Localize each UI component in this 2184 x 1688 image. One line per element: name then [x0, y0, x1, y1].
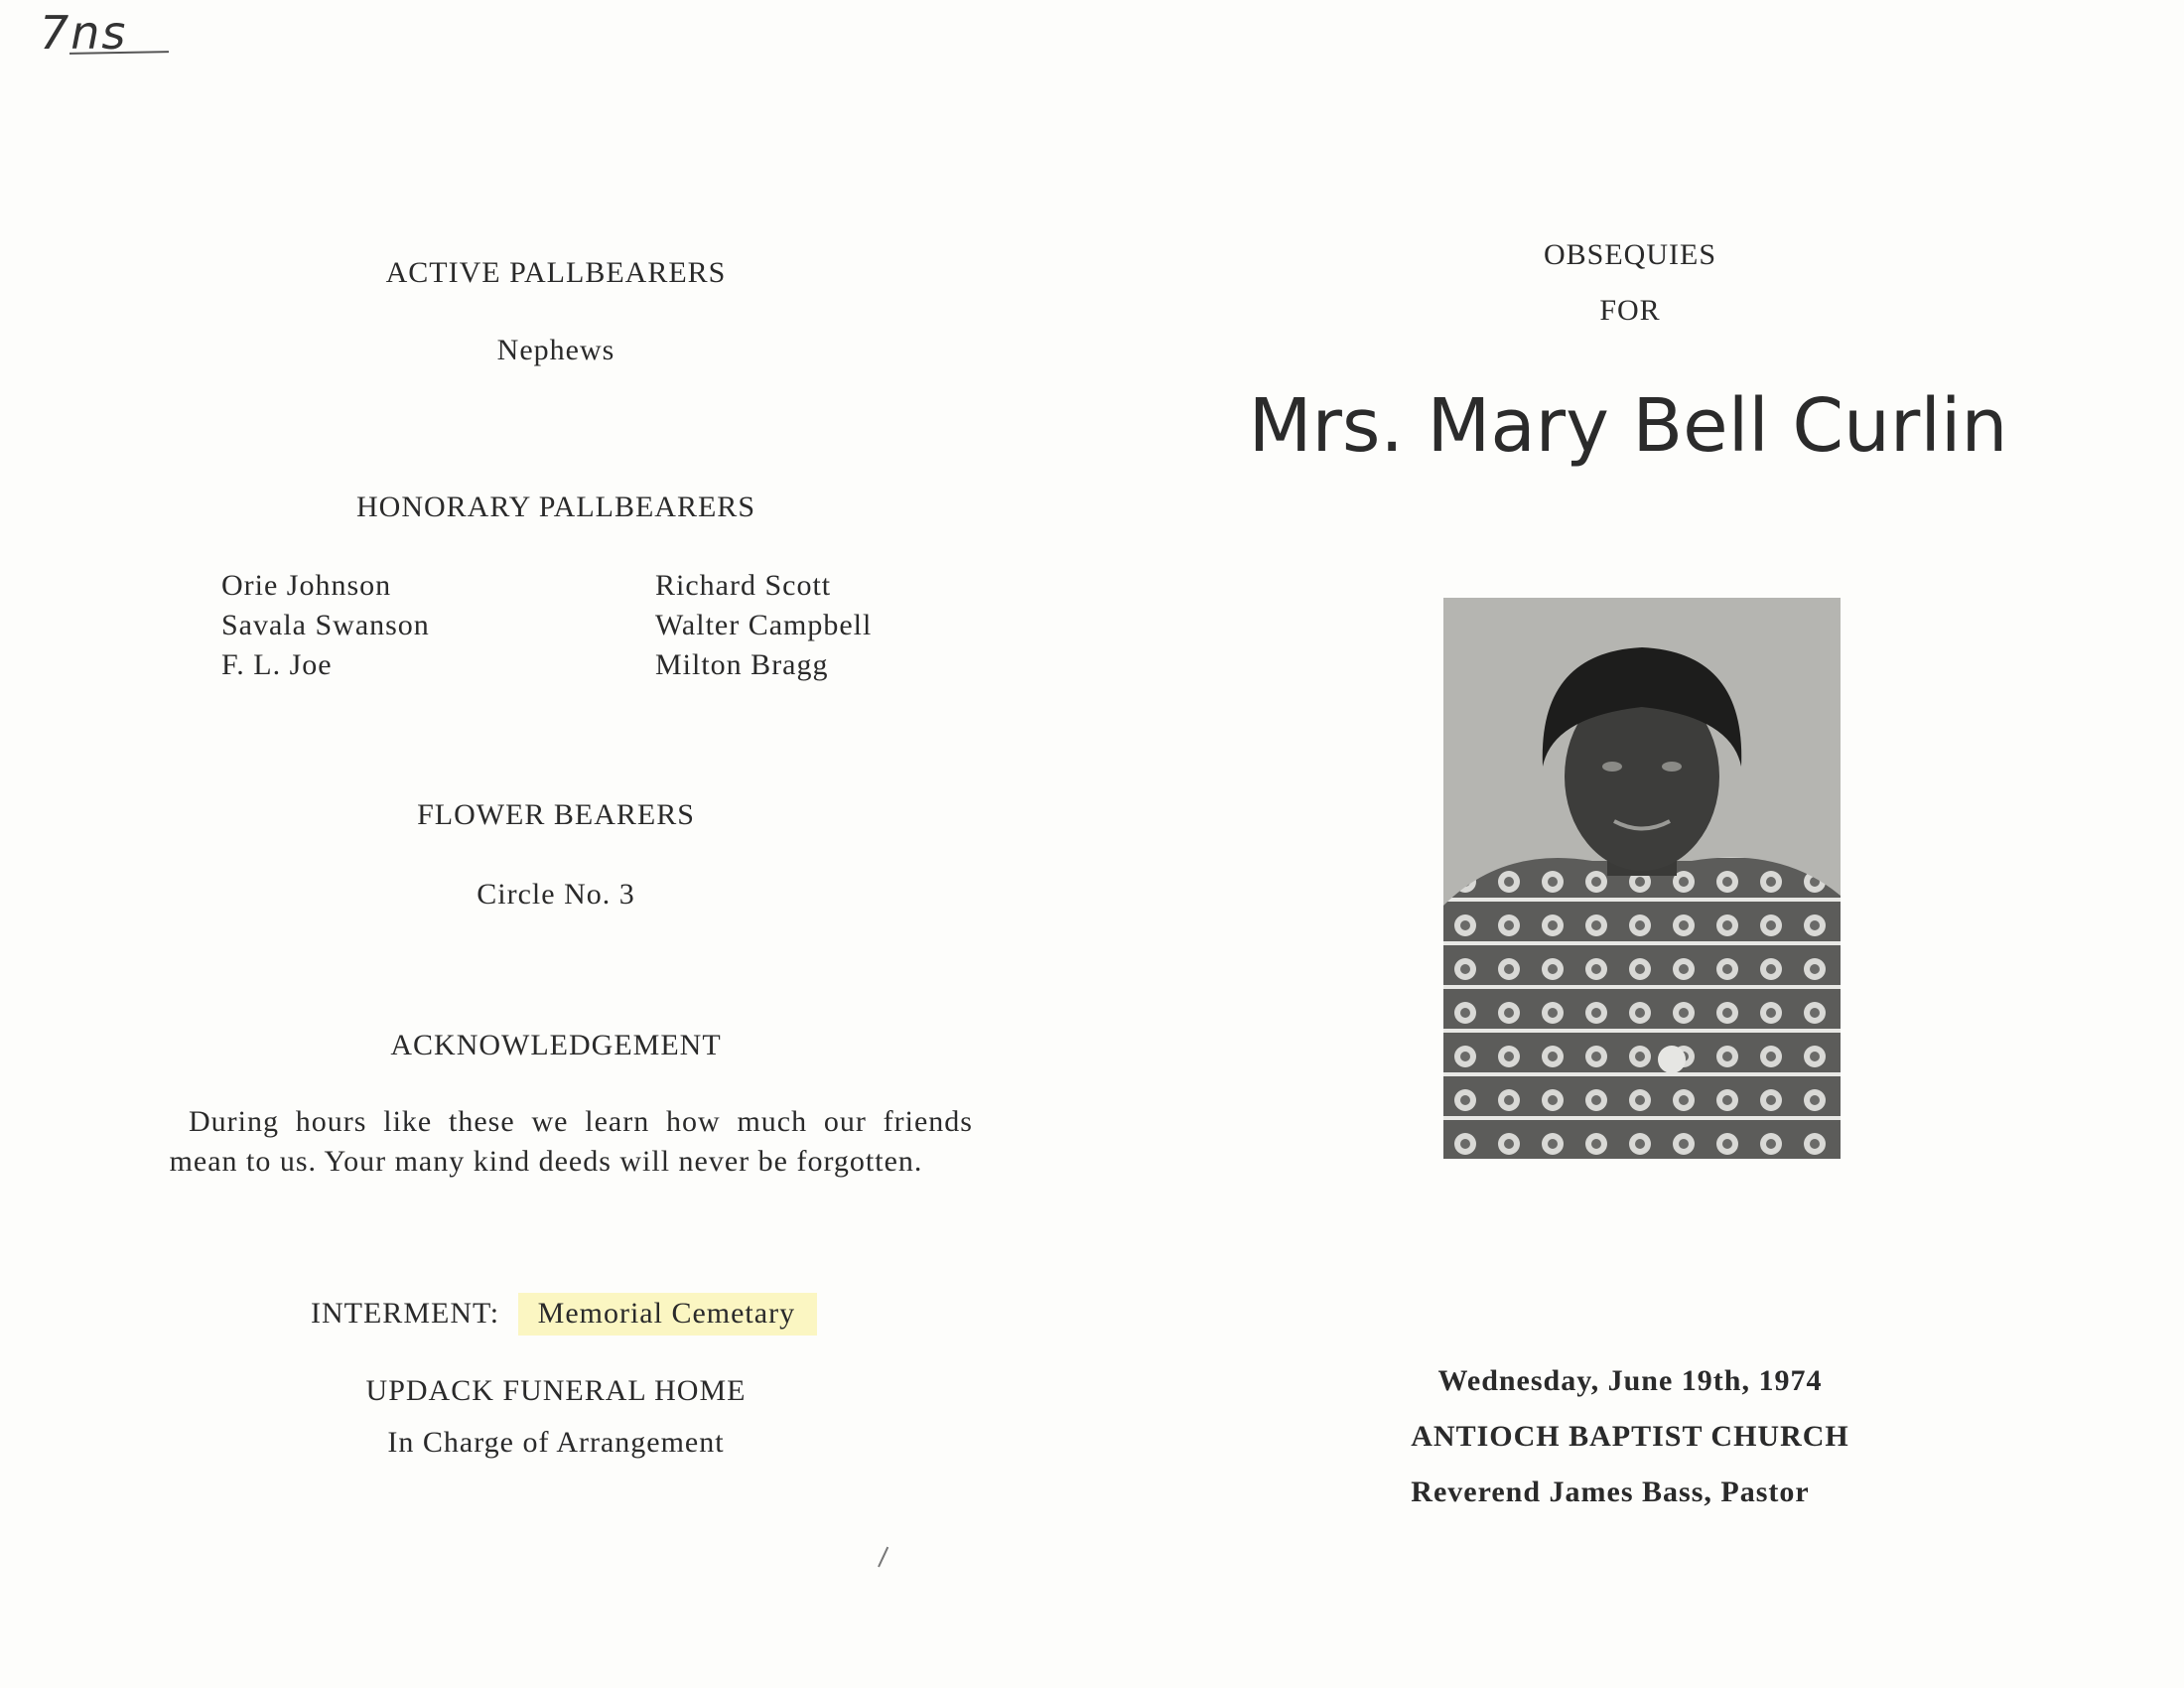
honorary-pallbearers-heading: HONORARY PALLBEARERS: [355, 491, 756, 523]
funeral-home-name: UPDACK FUNERAL HOME: [365, 1374, 747, 1407]
interment-label: INTERMENT:: [311, 1297, 500, 1330]
pallbearer-name: Savala Swanson: [221, 609, 430, 641]
for-heading: FOR: [1599, 294, 1661, 327]
funeral-home-subtitle: In Charge of Arrangement: [387, 1426, 725, 1459]
obsequies-heading: OBSEQUIES: [1543, 238, 1716, 271]
flower-bearers-heading: FLOWER BEARERS: [417, 798, 695, 831]
interment-line: [311, 1297, 817, 1331]
handwritten-note: 7ns: [40, 6, 128, 60]
pallbearer-name: Orie Johnson: [221, 569, 392, 602]
interment-value-highlighted: Memorial Cemetary: [518, 1293, 817, 1336]
pallbearer-name: Richard Scott: [655, 569, 832, 602]
pallbearer-name: Walter Campbell: [655, 609, 873, 641]
active-pallbearers-heading: ACTIVE PALLBEARERS: [385, 256, 727, 289]
pastor-name: Reverend James Bass, Pastor: [1411, 1476, 1810, 1508]
flower-bearers-text: Circle No. 3: [477, 878, 635, 911]
honorary-names-right-column: [655, 566, 872, 685]
pen-mark: [878, 1547, 901, 1574]
service-date: Wednesday, June 19th, 1974: [1437, 1364, 1823, 1397]
honorary-names-left-column: [221, 566, 430, 685]
acknowledgement-text: During hours like these we learn how much our friends mean to us. Your many kind deeds will never be forgotten.: [169, 1105, 973, 1178]
active-pallbearers-text: Nephews: [496, 334, 615, 366]
pallbearer-name: Milton Bragg: [655, 648, 829, 681]
portrait-photo: [1443, 598, 1841, 1159]
pallbearer-name: F. L. Joe: [221, 648, 333, 681]
deceased-name: Mrs. Mary Bell Curlin: [1248, 383, 2008, 469]
church-name: ANTIOCH BAPTIST CHURCH: [1411, 1420, 1849, 1453]
acknowledgement-heading: ACKNOWLEDGEMENT: [390, 1029, 722, 1061]
